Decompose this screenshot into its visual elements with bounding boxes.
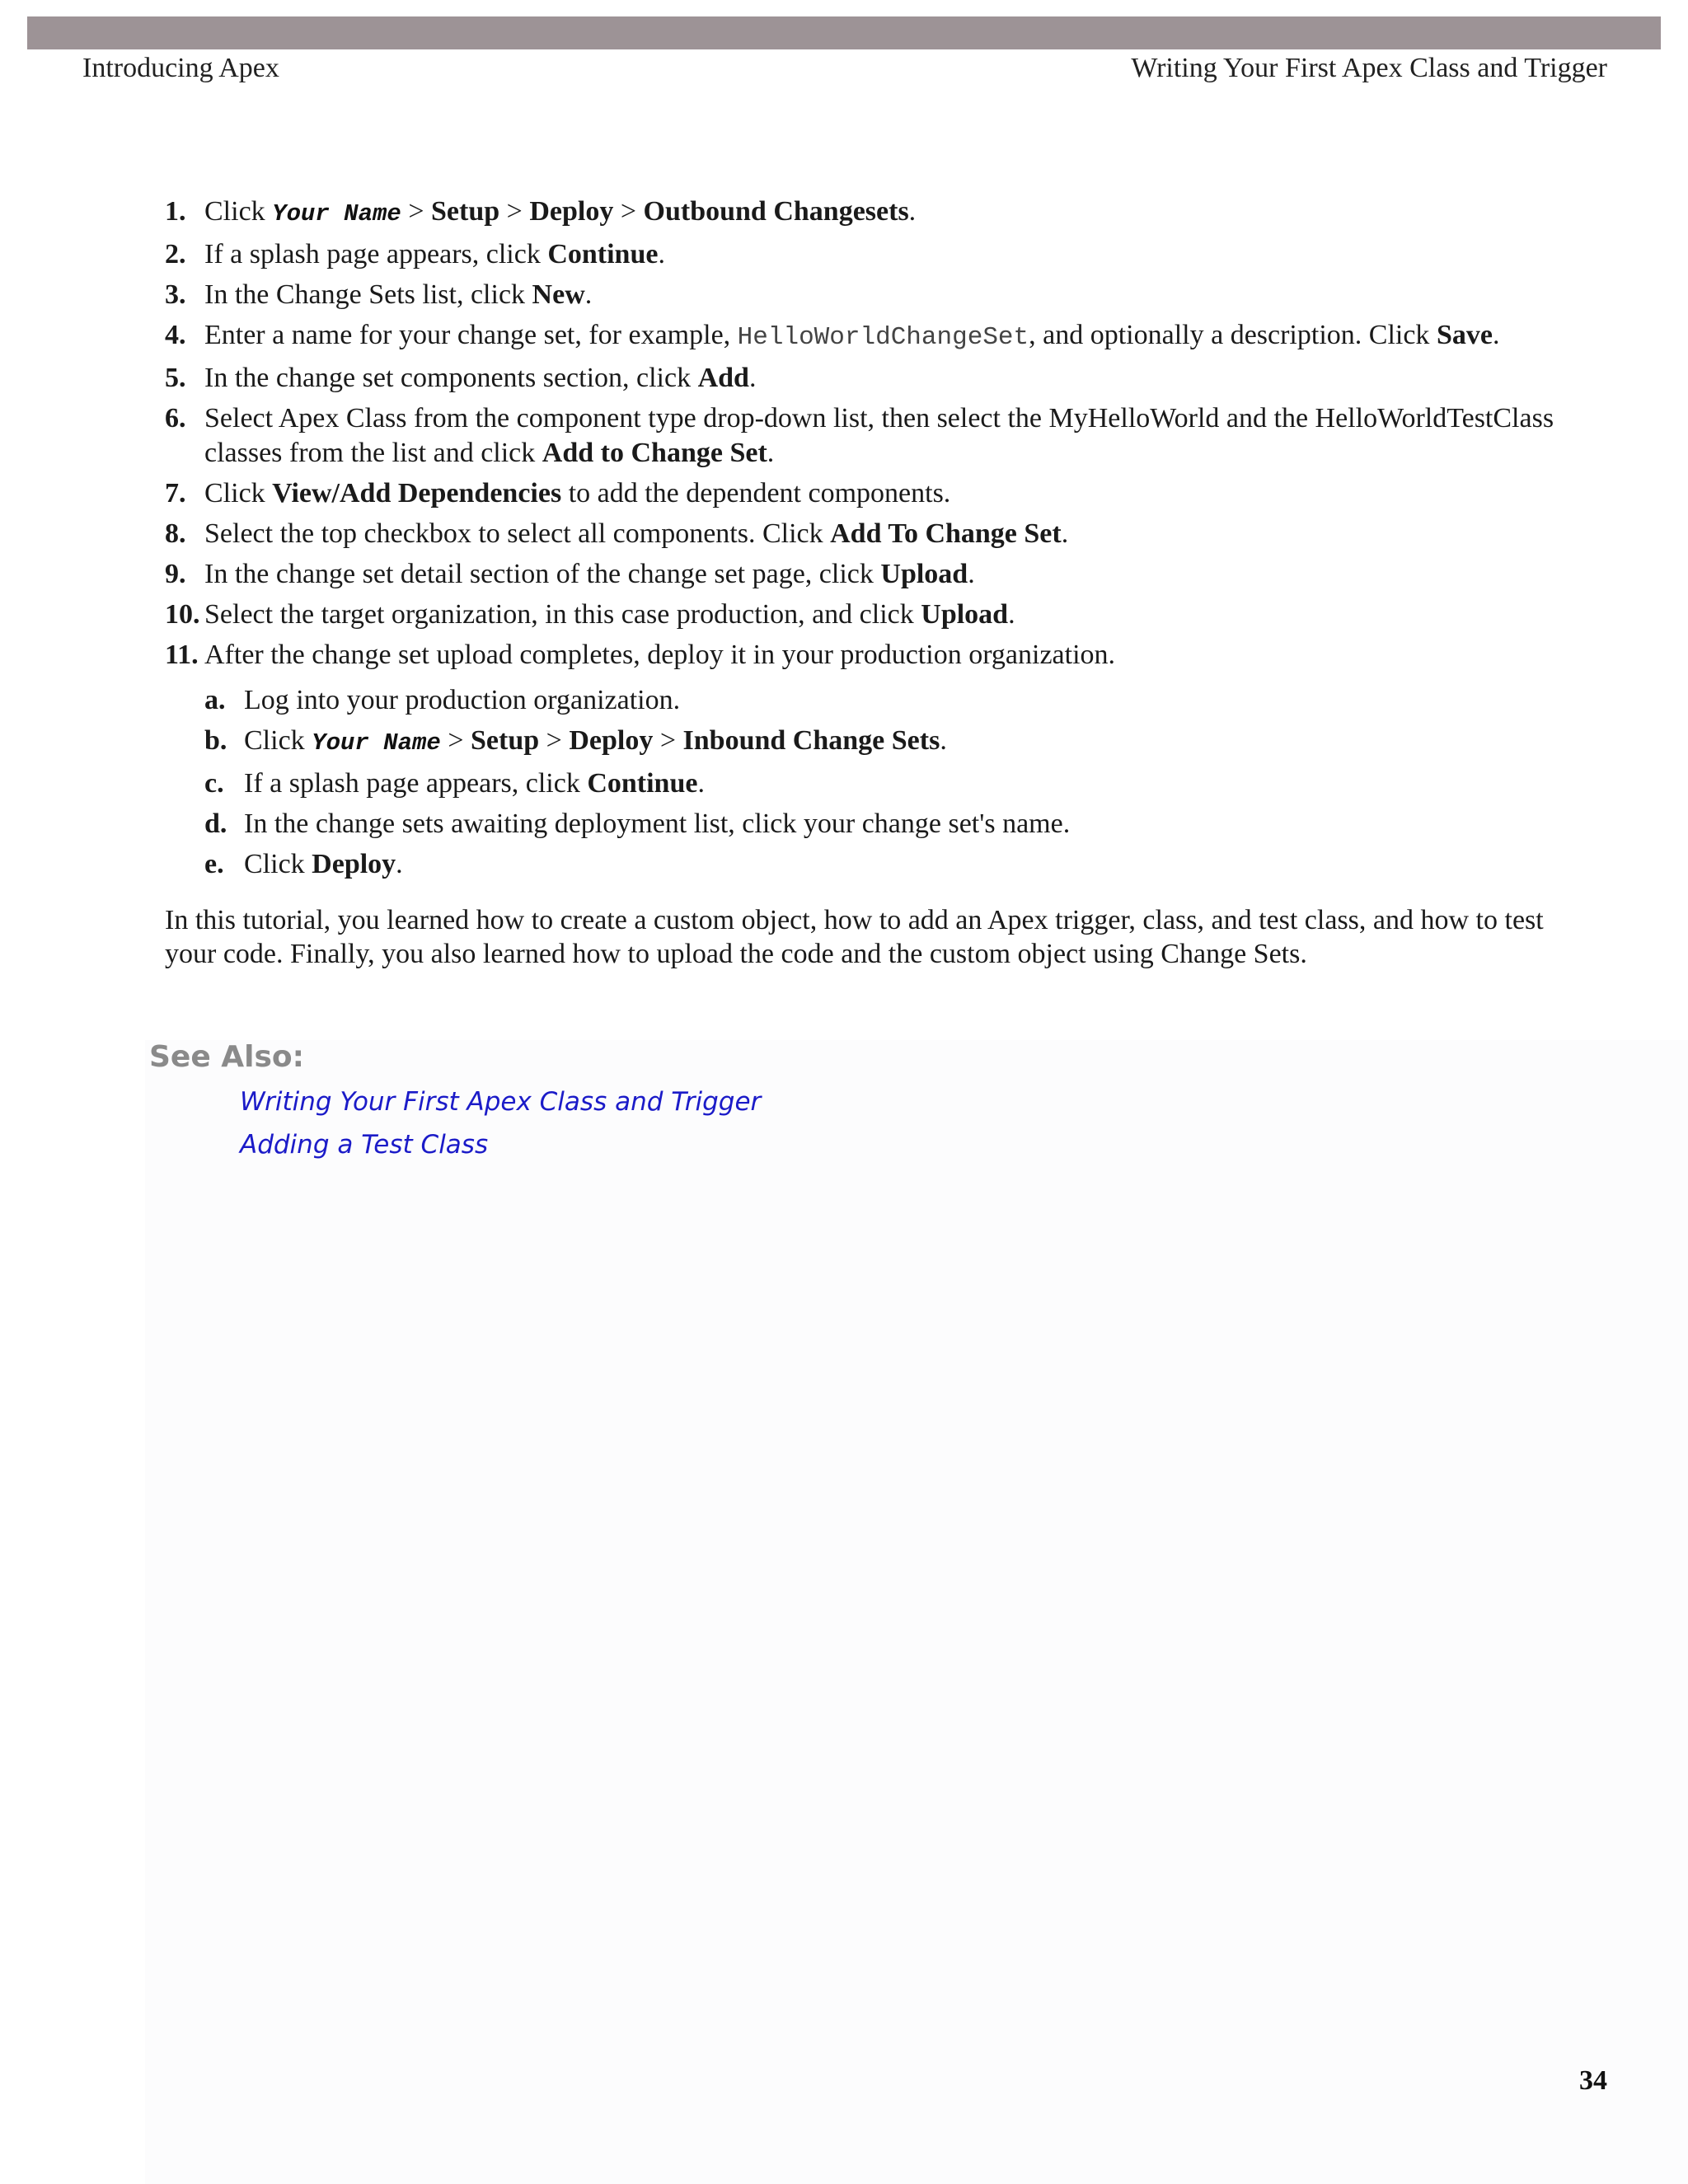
separator: > xyxy=(499,196,530,227)
step-text: , and optionally a description. Click xyxy=(1029,320,1437,350)
setup-label: Setup xyxy=(471,725,540,756)
see-also-item xyxy=(240,1129,761,1165)
step-number: 3. xyxy=(165,279,186,310)
step-number: 1. xyxy=(165,196,186,227)
step-text: Enter a name for your change set, for example, xyxy=(204,320,738,350)
punctuation: . xyxy=(748,363,757,393)
step-number: 11. xyxy=(165,640,199,670)
header-bar xyxy=(27,16,1661,49)
step-item xyxy=(165,476,1566,511)
step-text: If a splash page appears, click xyxy=(204,239,548,269)
changeset-name-code: HelloWorldChangeSet xyxy=(737,323,1029,352)
step-text: Click xyxy=(204,478,273,509)
step-text: Select the target organization, in this case production, and click xyxy=(204,599,921,630)
your-name-code: Your Name xyxy=(312,729,441,757)
punctuation: . xyxy=(1061,518,1069,549)
step-item xyxy=(165,517,1566,551)
deploy-label: Deploy xyxy=(569,725,654,756)
step-item xyxy=(165,194,1566,232)
step-text: Click xyxy=(204,196,273,227)
running-head-left: Introducing Apex xyxy=(82,53,279,83)
link-writing-first-apex-class[interactable]: Writing Your First Apex Class and Trigger xyxy=(240,1087,762,1117)
step-text: In the change set components section, click xyxy=(204,363,698,393)
see-also-shade xyxy=(145,1040,1688,2184)
continue-label: Continue xyxy=(587,768,698,799)
deploy-label: Deploy xyxy=(529,196,614,227)
link-adding-test-class[interactable]: Adding a Test Class xyxy=(240,1130,489,1160)
summary-paragraph: In this tutorial, you learned how to create a custom object, how to add an Apex trigger, class, and test class, and how to test your code. Finally, you also learned how to upload the code and the custom object using Change Sets. xyxy=(165,905,1544,969)
punctuation: . xyxy=(940,725,947,756)
step-item xyxy=(165,237,1566,272)
step-item xyxy=(165,318,1566,355)
save-label: Save xyxy=(1436,320,1493,350)
upload-label: Upload xyxy=(921,599,1009,630)
substep-text: If a splash page appears, click xyxy=(244,768,588,799)
substep-letter: b. xyxy=(204,725,227,756)
see-also-item xyxy=(240,1086,761,1122)
upload-label: Upload xyxy=(880,559,968,589)
punctuation: . xyxy=(1492,320,1500,350)
step-item xyxy=(165,557,1566,592)
substep-letter: d. xyxy=(204,808,227,839)
punctuation: . xyxy=(697,768,705,799)
punctuation: . xyxy=(658,239,665,269)
step-item xyxy=(165,278,1566,312)
punctuation: . xyxy=(767,438,775,468)
step-text: Select Apex Class from the component type drop-down list, then select the MyHelloWorld and the HelloWorldTestClass classes from the list and click xyxy=(204,403,1554,468)
step-number: 7. xyxy=(165,478,186,509)
substep-letter: c. xyxy=(204,768,224,799)
your-name-code: Your Name xyxy=(272,200,401,227)
deploy-label: Deploy xyxy=(312,849,396,879)
step-text: to add the dependent components. xyxy=(561,478,951,509)
substep-item xyxy=(204,807,1566,841)
add-label: Add xyxy=(697,363,749,393)
step-item xyxy=(165,361,1566,396)
step-text: Select the top checkbox to select all components. Click xyxy=(204,518,831,549)
substep-letter: e. xyxy=(204,849,224,879)
separator: > xyxy=(440,725,471,756)
step-text: In the Change Sets list, click xyxy=(204,279,532,310)
step-item xyxy=(165,401,1566,471)
separator: > xyxy=(401,196,431,227)
separator: > xyxy=(653,725,683,756)
new-label: New xyxy=(532,279,585,310)
continue-label: Continue xyxy=(547,239,659,269)
punctuation: . xyxy=(1008,599,1015,630)
substep-text: Click xyxy=(244,725,312,756)
punctuation: . xyxy=(584,279,593,310)
running-head-right: Writing Your First Apex Class and Trigger xyxy=(1131,53,1607,83)
substep-item xyxy=(204,766,1566,801)
add-to-change-set-label: Add to Change Set xyxy=(542,438,767,468)
separator: > xyxy=(539,725,570,756)
punctuation: . xyxy=(968,559,975,589)
step-number: 5. xyxy=(165,363,186,393)
step-number: 10. xyxy=(165,599,200,630)
step-number: 8. xyxy=(165,518,186,549)
substep-text: In the change sets awaiting deployment list, click your change set's name. xyxy=(244,808,1071,839)
page-number: 34 xyxy=(1579,2065,1607,2096)
substep-item xyxy=(204,724,1566,761)
step-number: 6. xyxy=(165,403,186,434)
step-text: In the change set detail section of the change set page, click xyxy=(204,559,881,589)
view-add-dependencies-label: View/Add Dependencies xyxy=(272,478,562,509)
see-also-links xyxy=(240,1086,761,1172)
substep-text: Click xyxy=(244,849,312,879)
punctuation: . xyxy=(908,196,917,227)
add-to-change-set-label: Add To Change Set xyxy=(830,518,1062,549)
deployment-steps-list xyxy=(165,194,1566,888)
step-item xyxy=(165,598,1566,632)
separator: > xyxy=(613,196,644,227)
step-number: 4. xyxy=(165,320,186,350)
outbound-changesets-label: Outbound Changesets xyxy=(643,196,909,227)
setup-label: Setup xyxy=(431,196,500,227)
step-number: 9. xyxy=(165,559,186,589)
substep-item xyxy=(204,847,1566,882)
substep-text: Log into your production organization. xyxy=(244,685,681,715)
substep-letter: a. xyxy=(204,685,226,715)
step-item xyxy=(165,638,1566,882)
inbound-change-sets-label: Inbound Change Sets xyxy=(682,725,940,756)
punctuation: . xyxy=(396,849,403,879)
see-also-heading: See Also: xyxy=(149,1040,305,1074)
step-number: 2. xyxy=(165,239,186,269)
step-text: After the change set upload completes, deploy it in your production organization. xyxy=(204,640,1116,670)
substep-item xyxy=(204,683,1566,718)
deploy-substeps-list xyxy=(204,683,1566,882)
